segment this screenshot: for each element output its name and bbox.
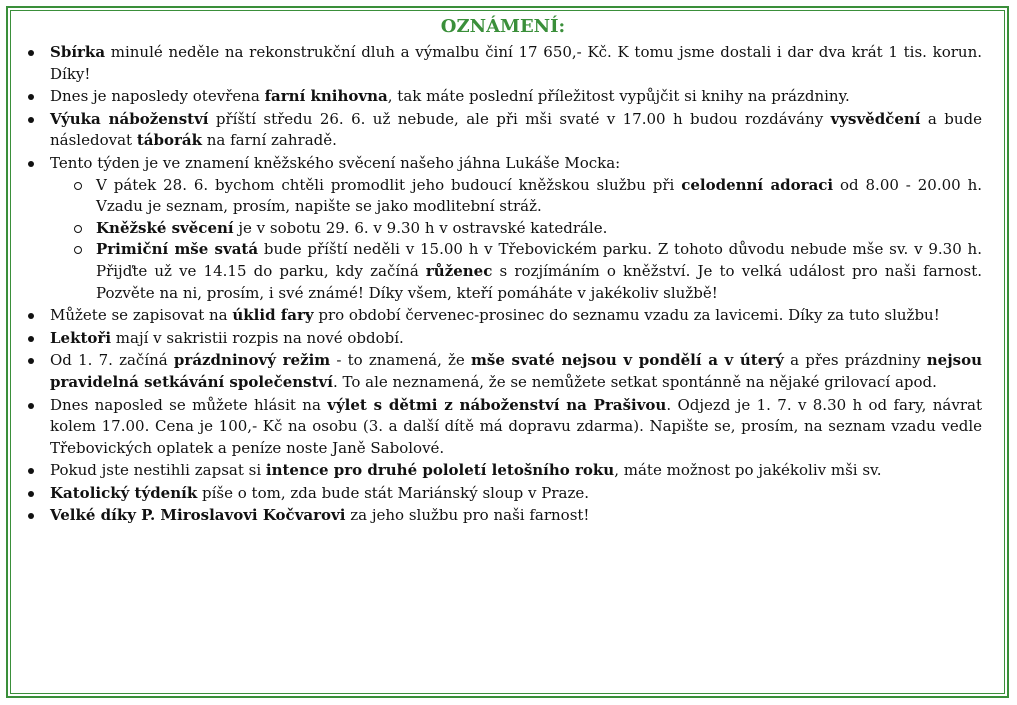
list-item-trip <box>24 395 982 460</box>
bold-text: nejsou pravidelná setkávání společenství <box>50 351 982 391</box>
text: od 8.00 - 20.00 h. Vzadu je seznam, prosím, napište se jako modlitební stráž. <box>96 175 982 216</box>
text: na farní zahradě. <box>201 131 337 150</box>
text: píše o tom, zda bude stát Mariánský sloup v Praze. <box>197 483 590 502</box>
text: mají v sakristii rozpis na nové období. <box>111 328 404 347</box>
bold-text: Sbírka <box>50 43 106 61</box>
bold-text: růženec <box>425 261 493 280</box>
list-item-thanks <box>24 505 982 527</box>
announcement-body <box>24 14 982 528</box>
sub-item-first-mass <box>50 239 982 304</box>
text: Můžete se zapisovat na <box>50 306 233 325</box>
bold-text: prázdninový režim <box>173 351 331 370</box>
list-item-intentions <box>24 460 982 482</box>
bold-text: táborák <box>136 131 202 150</box>
bold-text: celodenní adoraci <box>681 175 834 194</box>
bold-text: farní knihovna <box>264 87 388 106</box>
bold-text: Lektoři <box>50 328 112 347</box>
text: a přes prázdniny <box>783 351 927 370</box>
list-item-collection <box>24 42 982 85</box>
text: - to znamená, že <box>330 351 471 370</box>
text: bude příští neděli v 15.00 h v Třebovickém parku. Z tohoto důvodu nebude mše sv. v 9.30 h. Přijďte už ve 14.15 do parku, kdy začíná <box>96 240 982 280</box>
text: . To ale neznamená, že se nemůžete setkat spontánně na nějaké grilovací apod. <box>332 372 937 391</box>
announcement-list <box>24 42 982 527</box>
list-item-holiday-mode <box>24 350 982 393</box>
bold-text: mše svaté nejsou v pondělí a v úterý <box>471 351 784 370</box>
bold-text: Velké díky P. Miroslavovi Kočvarovi <box>50 506 346 525</box>
list-item-lectors <box>24 328 982 350</box>
text: příští středu 26. 6. už nebude, ale při mši svaté v 17.00 h budou rozdávány <box>208 109 831 128</box>
text: , máte možnost po jakékoliv mši sv. <box>614 461 882 480</box>
list-item-religion-class <box>24 109 982 152</box>
list-item-ordination-week <box>24 153 982 304</box>
bold-text: Katolický týdeník <box>50 483 198 502</box>
text: je v sobotu 29. 6. v 9.30 h v ostravské katedrále. <box>233 218 608 237</box>
list-item-cleaning <box>24 305 982 327</box>
bold-text: intence pro druhé pololetí letošního roku <box>265 461 615 480</box>
bold-text: úklid fary <box>232 306 314 325</box>
text: Od 1. 7. začíná <box>50 351 174 370</box>
text: Dnes je naposledy otevřena <box>50 87 265 106</box>
page-title: OZNÁMENÍ: <box>440 16 566 37</box>
text: . Odjezd je 1. 7. v 8.30 h od fary, návrat kolem 17.00. Cena je 100,- Kč na osobu (3. a další dítě má dopravu zdarma). Napište se, prosím, na seznam vzadu vedle Třebovických oplatek a peníze noste Janě Sabolové. <box>50 395 982 457</box>
bold-text: vysvědčení <box>830 109 921 128</box>
text: pro období červenec-prosinec do seznamu vzadu za lavicemi. Díky za tuto službu! <box>313 306 940 325</box>
bold-text: výlet s dětmi z náboženství na Prašivou <box>327 395 667 414</box>
text: za jeho službu pro naši farnost! <box>345 506 590 525</box>
list-item-library <box>24 86 982 108</box>
bold-text: Primiční mše svatá <box>96 240 259 259</box>
bold-text: Kněžské svěcení <box>96 218 234 237</box>
text: a bude následovat <box>50 109 982 150</box>
text: Dnes naposled se můžete hlásit na <box>50 395 328 414</box>
text: Tento týden je ve znamení kněžského svěcení našeho jáhna Lukáše Mocka: <box>50 153 621 172</box>
sub-item-ordination <box>50 218 982 240</box>
sub-list <box>50 175 982 305</box>
text: , tak máte poslední příležitost vypůjčit si knihy na prázdniny. <box>387 87 850 106</box>
list-item-weekly <box>24 483 982 505</box>
text: Pokud jste nestihli zapsat si <box>50 461 266 480</box>
text: V pátek 28. 6. bychom chtěli promodlit jeho budoucí kněžskou službu při <box>96 175 682 194</box>
sub-item-adoration <box>50 175 982 218</box>
text: minulé neděle na rekonstrukční dluh a výmalbu činí 17 650,- Kč. K tomu jsme dostali i dar dva krát 1 tis. korun. Díky! <box>50 43 982 83</box>
bold-text: Výuka náboženství <box>50 109 209 128</box>
text: s rozjímáním o kněžství. Je to velká událost pro naši farnost. Pozvěte na ni, prosím, i své známé! Díky všem, kteří pomáháte v jakékoliv službě! <box>96 261 982 302</box>
